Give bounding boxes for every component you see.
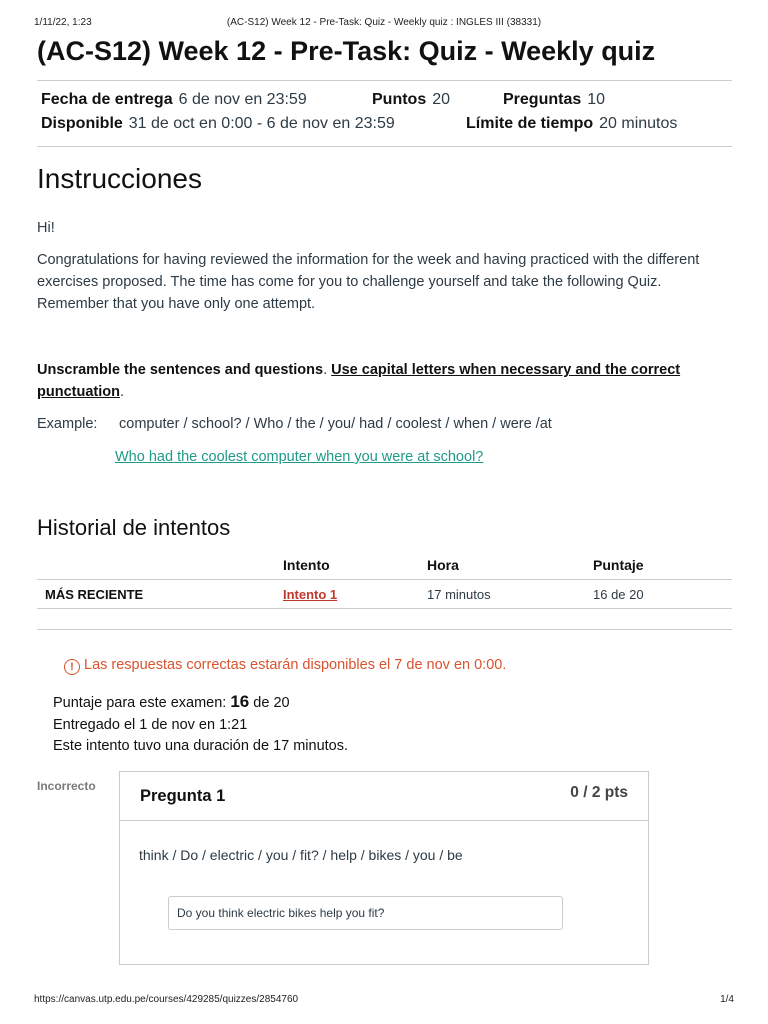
greeting-text: Hi! xyxy=(37,220,55,236)
print-datetime: 1/11/22, 1:23 xyxy=(34,17,92,28)
question-title: Pregunta 1 xyxy=(140,787,226,805)
column-header: Hora xyxy=(427,551,593,580)
score-value: 16 xyxy=(230,692,250,711)
directive xyxy=(37,359,737,403)
question-header xyxy=(120,772,648,821)
attempt-link[interactable]: Intento 1 xyxy=(283,586,338,602)
print-page-number: 1/4 xyxy=(720,994,734,1005)
print-page-title: (AC-S12) Week 12 - Pre-Task: Quiz - Weekly quiz : INGLES III (38331) xyxy=(226,17,542,28)
meta-available xyxy=(41,115,395,133)
print-header xyxy=(0,17,768,31)
column-header xyxy=(37,551,283,580)
attempts-table xyxy=(37,551,732,609)
answer-field[interactable] xyxy=(168,896,563,930)
alert-icon: ! xyxy=(64,659,80,675)
duration-text: Este intento tuvo una duración de 17 minutos. xyxy=(53,738,349,754)
score-summary xyxy=(53,692,290,712)
answers-availability-notice xyxy=(64,657,506,675)
notice-text: Las respuestas correctas estarán disponibles el 7 de nov en 0:00. xyxy=(84,657,507,673)
due-value: 6 de nov en 23:59 xyxy=(178,91,307,108)
available-value: 31 de oct en 0:00 - 6 de nov en 23:59 xyxy=(128,115,395,132)
meta-points xyxy=(372,91,450,109)
score-cell: 16 de 20 xyxy=(593,580,732,609)
column-header: Puntaje xyxy=(593,551,732,580)
example-label: Example: xyxy=(37,416,98,432)
page-title: (AC-S12) Week 12 - Pre-Task: Quiz - Weekly quiz xyxy=(37,36,656,66)
row-label: MÁS RECIENTE xyxy=(37,580,283,609)
divider xyxy=(37,146,732,147)
time-cell: 17 minutos xyxy=(427,580,593,609)
divider xyxy=(37,629,732,630)
meta-time-limit xyxy=(466,115,677,133)
table-row xyxy=(37,580,732,609)
time-limit-value: 20 minutos xyxy=(599,115,678,132)
print-footer xyxy=(0,994,768,1008)
submitted-text: Entregado el 1 de nov en 1:21 xyxy=(53,717,248,733)
meta-due xyxy=(41,91,307,109)
table-header-row xyxy=(37,551,732,580)
directive-separator: . xyxy=(323,362,332,378)
question-prompt: think / Do / electric / you / fit? / help / bikes / you / be xyxy=(139,847,463,863)
questions-label: Preguntas xyxy=(503,91,582,108)
questions-value: 10 xyxy=(587,91,606,108)
available-label: Disponible xyxy=(41,115,123,132)
example-text: computer / school? / Who / the / you/ had / coolest / when / were /at xyxy=(119,416,552,432)
question-points: 0 / 2 pts xyxy=(570,784,628,801)
score-total: de 20 xyxy=(253,695,290,711)
instructions-title: Instrucciones xyxy=(37,163,202,194)
print-url: https://canvas.utp.edu.pe/courses/429285/quizzes/2854760 xyxy=(34,994,299,1005)
directive-bold: Unscramble the sentences and questions xyxy=(37,362,324,378)
divider xyxy=(37,80,732,81)
attempt-cell xyxy=(283,580,427,609)
question-card xyxy=(119,771,649,965)
points-label: Puntos xyxy=(372,91,427,108)
example-answer: Who had the coolest computer when you were at school? xyxy=(115,449,484,465)
column-header: Intento xyxy=(283,551,427,580)
due-label: Fecha de entrega xyxy=(41,91,173,108)
instructions-body: Congratulations for having reviewed the information for the week and having practiced with the different exercises proposed. The time has come for you to challenge yourself and take the following Quiz. Remember that you have only one attempt. xyxy=(37,252,700,312)
score-label: Puntaje para este examen: xyxy=(53,695,227,711)
points-value: 20 xyxy=(432,91,451,108)
directive-underlined: Use capital letters when necessary and the correct punctuation xyxy=(37,362,681,400)
time-limit-label: Límite de tiempo xyxy=(466,115,594,132)
meta-questions xyxy=(503,91,605,109)
history-title: Historial de intentos xyxy=(37,515,231,540)
directive-end: . xyxy=(119,384,124,400)
question-status: Incorrecto xyxy=(37,779,96,793)
